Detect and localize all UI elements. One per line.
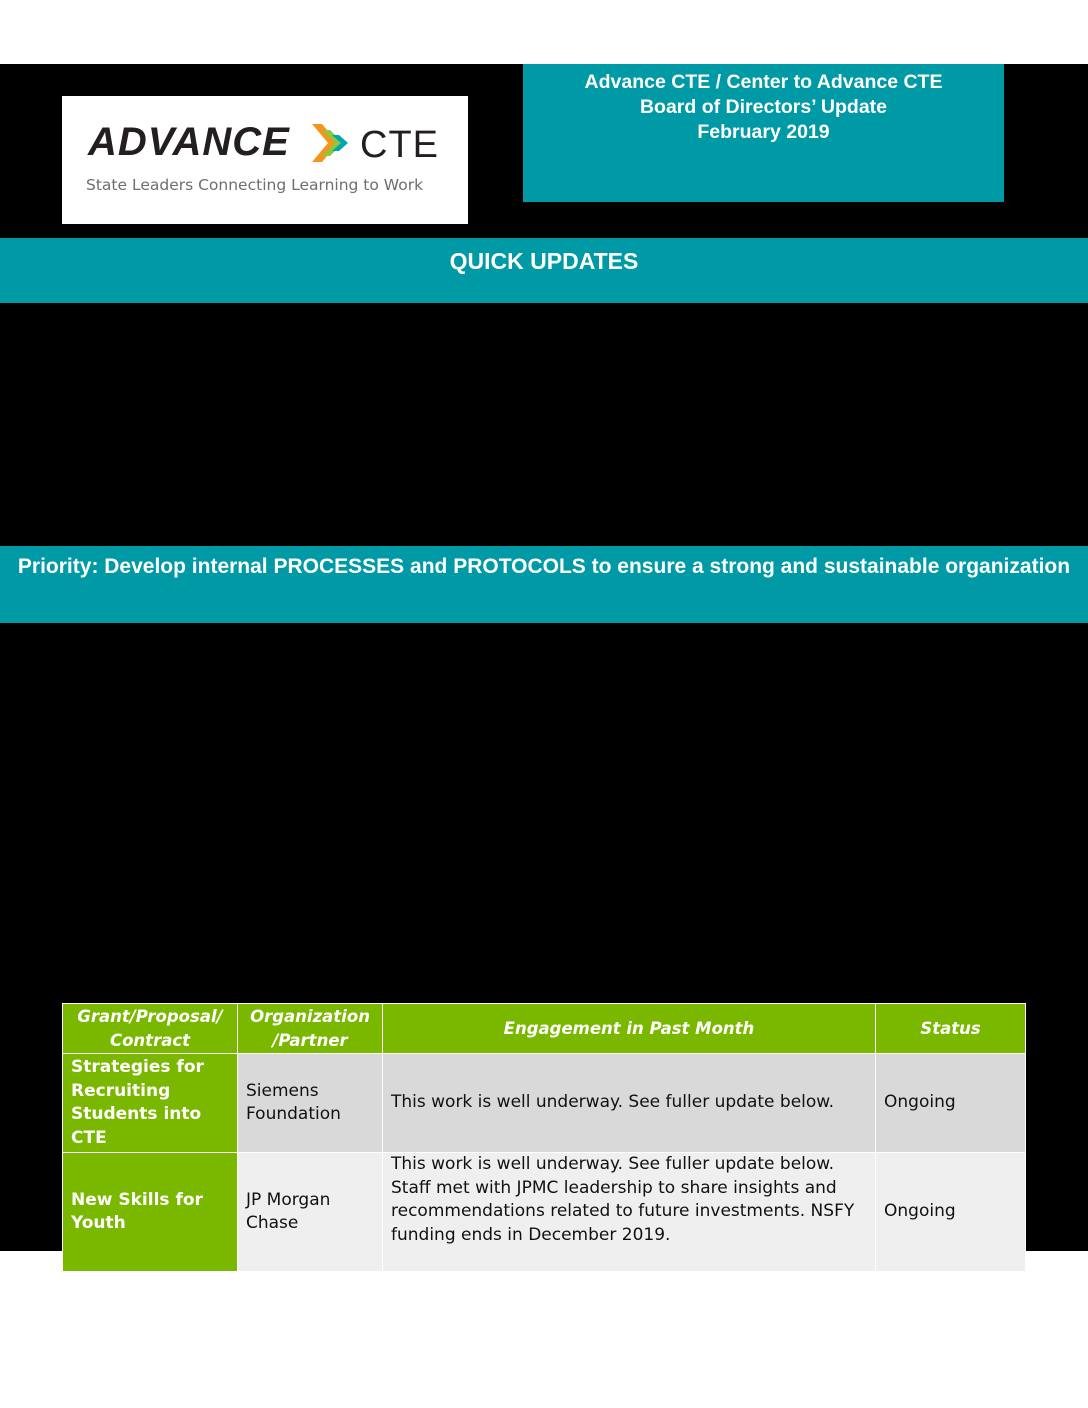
- logo-tagline: State Leaders Connecting Learning to Work: [86, 176, 424, 194]
- engagement: This work is well underway. See fuller update below.: [383, 1054, 876, 1153]
- priority-heading: Priority: Develop internal PROCESSES and PROTOCOLS to ensure a strong and sustainable organization: [0, 546, 1088, 623]
- advance-cte-logo: [62, 96, 468, 224]
- header-status: Status: [876, 1004, 1026, 1054]
- header-line-2: Board of Directors’ Update: [639, 96, 888, 118]
- table-header-row: [63, 1004, 1026, 1054]
- header-line-3: February 2019: [697, 121, 830, 143]
- logo-suffix: CTE: [360, 124, 439, 166]
- table-row: [63, 1054, 1026, 1153]
- status: Ongoing: [876, 1054, 1026, 1153]
- header-line-1: Advance CTE / Center to Advance CTE: [584, 71, 943, 93]
- quick-updates-heading: QUICK UPDATES: [0, 238, 1088, 303]
- grant-name: Strategies for Recruiting Students into CTE: [63, 1054, 238, 1153]
- grant-name: New Skills for Youth: [63, 1153, 238, 1272]
- organization: JP Morgan Chase: [238, 1153, 383, 1272]
- engagement: This work is well underway. See fuller update below. Staff met with JPMC leadership to share insights and recommendations related to future investments. NSFY funding ends in December 2019.: [383, 1153, 876, 1272]
- report-header: [523, 64, 1004, 202]
- header-grant: Grant/Proposal/ Contract: [63, 1004, 238, 1054]
- header-organization: Organization /Partner: [238, 1004, 383, 1054]
- header-engagement: Engagement in Past Month: [383, 1004, 876, 1054]
- chevron-arrows-icon: [312, 122, 358, 164]
- status: Ongoing: [876, 1153, 1026, 1272]
- organization: Siemens Foundation: [238, 1054, 383, 1153]
- table-row: [63, 1153, 1026, 1272]
- grants-table: [62, 1003, 1026, 1272]
- logo-wordmark: ADVANCE: [88, 120, 290, 164]
